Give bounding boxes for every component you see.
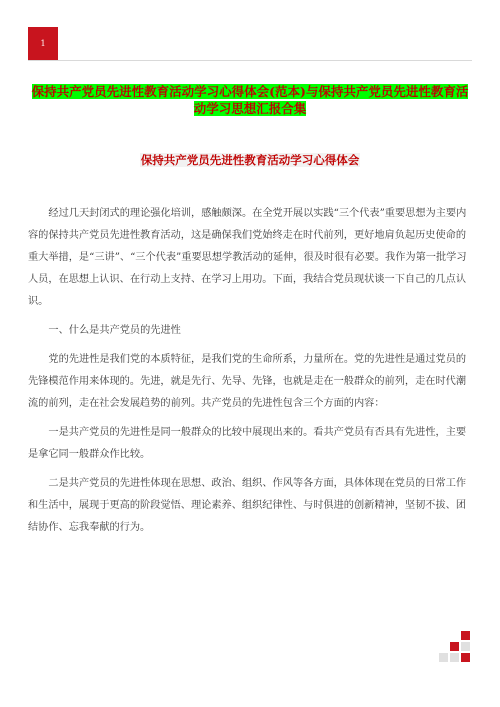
- deco-square: [461, 631, 470, 640]
- section-title: [0, 152, 500, 168]
- deco-square: [461, 642, 470, 651]
- section-title-text: 保持共产党员先进性教育活动学习心得体会: [140, 153, 360, 167]
- document-body: [28, 203, 470, 546]
- page-number-badge: [28, 27, 58, 60]
- deco-square: [461, 653, 470, 662]
- paragraph-intro: 经过几天封闭式的理论强化培训，感触颇深。在全党开展以实践“三个代表”重要思想为主要内容的保持共产党员先进性教育活动，这是确保我们党始终走在时代前列，更好地肩负起历史使命的重大举措，是“三讲”、“三个代表”重要思想学教活动的延伸，很及时很有必要。我作为第一批学习人员，在思想上认识、在行动上支持、在学习上用功。下面，我结合党员现状谈一下自己的几点认识。: [28, 208, 467, 307]
- deco-square: [450, 653, 459, 662]
- paragraph-definition: 党的先进性是我们党的本质特征，是我们党的生命所系，力量所在。党的先进性是通过党员的先锋模范作用来体现的。先进，就是先行、先导、先锋，也就是走在一般群众的前列，走在时代潮流的前列，走在社会发展趋势的前列。共产党员的先进性包含三个方面的内容：: [28, 354, 467, 409]
- deco-square: [439, 653, 448, 662]
- decorative-squares: [428, 631, 470, 663]
- page-number: 1: [40, 39, 46, 48]
- paragraph-point-two: 二是共产党员的先进性体现在思想、政治、组织、作风等各方面，具体体现在党员的日常工作和生活中，展现于更高的阶段觉悟、理论素养、组织纪律性、与时俱进的创新精神，坚韧不拔、团结协作、忘我奉献的行为。: [28, 478, 467, 533]
- document-title-text: 保持共产党员先进性教育活动学习心得体会(范本)与保持共产党员先进性教育活动学习思想汇报合集: [31, 84, 469, 116]
- deco-square: [450, 642, 459, 651]
- heading-one: 一、什么是共产党员的先进性: [48, 325, 181, 336]
- document-title: [28, 83, 472, 117]
- header-divider: [28, 60, 472, 61]
- paragraph-point-one: 一是共产党员的先进性是同一般群众的比较中展现出来的。看共产党员有否具有先进性，主要是拿它同一般群众作比较。: [28, 427, 467, 460]
